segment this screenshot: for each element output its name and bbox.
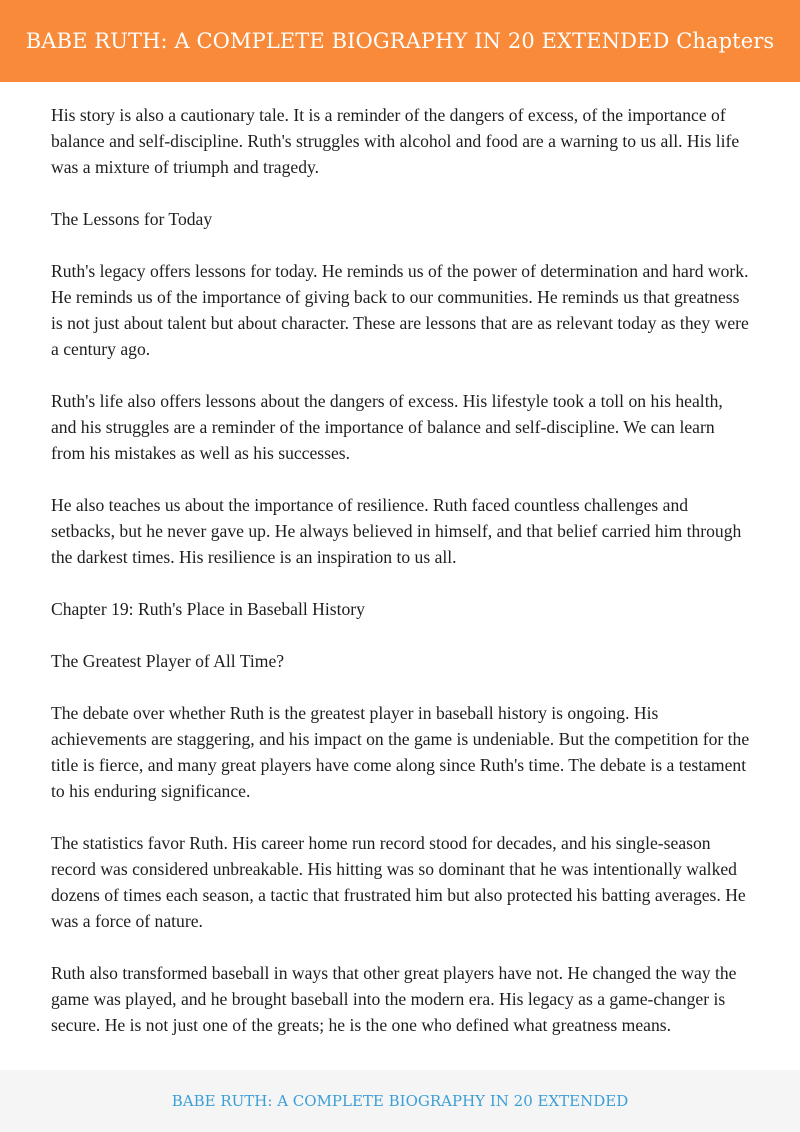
chapter-heading-19: Chapter 19: Ruth's Place in Baseball History	[51, 599, 365, 619]
page-header	[0, 0, 800, 82]
paragraph-debate: The debate over whether Ruth is the greatest player in baseball history is ongoing. His achievements are staggering, and his impact on the game is undeniable. But the competition for the title is fierce, and many great players have come along since Ruth's time. The debate is a testament to his enduring significance.	[51, 703, 750, 801]
paragraph-cautionary-tale: His story is also a cautionary tale. It is a reminder of the dangers of excess, of the importance of balance and self-discipline. Ruth's struggles with alcohol and food are a warning to us all. His life was a mixture of triumph and tragedy.	[51, 105, 740, 177]
paragraph-resilience: He also teaches us about the importance of resilience. Ruth faced countless challenges and setbacks, but he never gave up. He always believed in himself, and that belief carried him through the darkest times. His resilience is an inspiration to us all.	[51, 495, 742, 567]
section-heading-lessons-for-today: The Lessons for Today	[51, 209, 213, 229]
header-title: BABE RUTH: A COMPLETE BIOGRAPHY IN 20 EXTENDED Chapters	[25, 29, 775, 53]
section-heading-greatest-player: The Greatest Player of All Time?	[51, 651, 285, 671]
paragraph-dangers-of-excess: Ruth's life also offers lessons about the dangers of excess. His lifestyle took a toll on his health, and his struggles are a reminder of the importance of balance and self-discipline. We can learn from his mistakes as well as his successes.	[51, 391, 723, 463]
document-body	[51, 102, 751, 1064]
paragraph-legacy-lessons: Ruth's legacy offers lessons for today. He reminds us of the power of determination and hard work. He reminds us of the importance of giving back to our communities. He reminds us that greatness is not just about talent but about character. These are lessons that are as relevant today as they were a century ago.	[51, 261, 749, 359]
paragraph-statistics: The statistics favor Ruth. His career home run record stood for decades, and his single-season record was considered unbreakable. His hitting was so dominant that he was intentionally walked dozens of times each season, a tactic that frustrated him but also protected his batting averages. He was a force of nature.	[51, 833, 746, 931]
footer-text: BABE RUTH: A COMPLETE BIOGRAPHY IN 20 EXTENDED	[171, 1092, 629, 1110]
page-footer	[0, 1070, 800, 1132]
paragraph-transformed-baseball: Ruth also transformed baseball in ways that other great players have not. He changed the way the game was played, and he brought baseball into the modern era. His legacy as a game-changer is secure. He is not just one of the greats; he is the one who defined what greatness means.	[51, 963, 737, 1035]
